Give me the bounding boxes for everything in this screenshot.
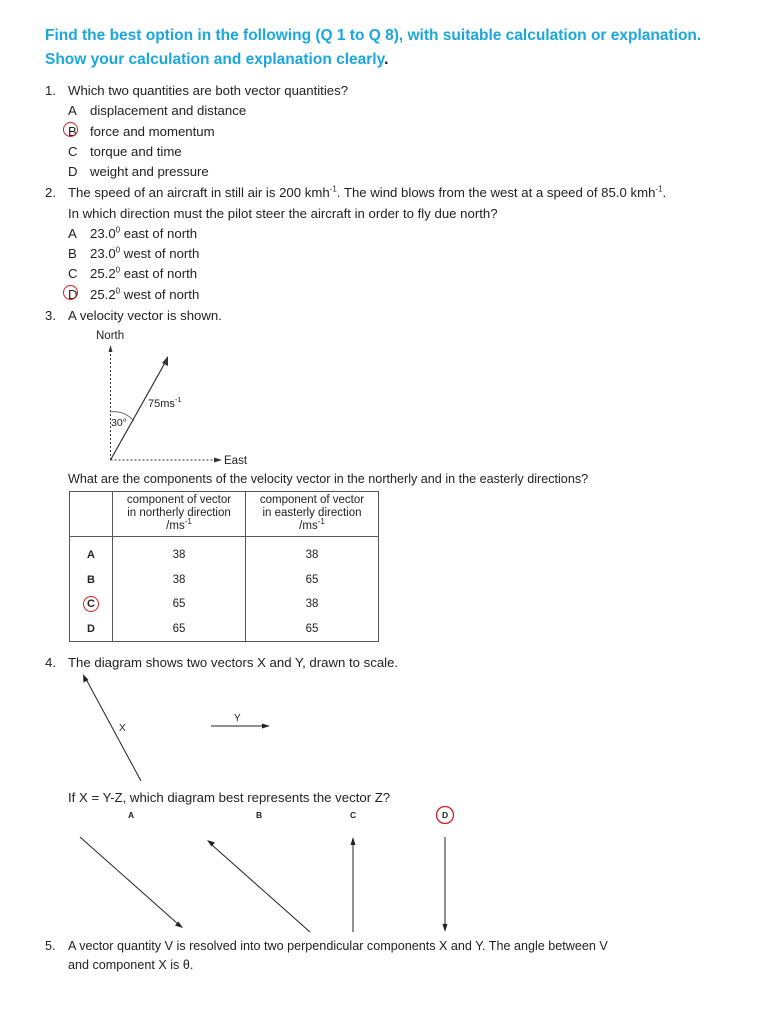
vector-y-label: Y [234,713,241,724]
q3-text: A velocity vector is shown. [68,308,222,323]
table-corner [70,492,113,537]
q3-number: 3. [45,308,56,323]
q2-option-d: D 25.2$^0$ west of north [68,286,199,303]
table-row: B 38 65 [70,568,379,593]
magnitude-label: $75ms^{-1}$ [148,395,182,410]
q1-number: 1. [45,83,56,98]
north-label: North [96,330,125,342]
heading-period: . [384,51,389,68]
angle-label: 30° [111,417,127,429]
q4-question: If X = Y-Z, which diagram best represents the vector Z? [68,790,391,805]
q1-option-b: B force and momentum [68,123,215,140]
q1-option-c: C torque and time [68,144,182,159]
q1-option-d: D weight and pressure [68,164,209,179]
q2-text-line1: The speed of an aircraft in still air is 200 kmh$^{-1}$. The wind blows from the west at a speed of 85.0 kmh$^{-1}$. [68,184,667,200]
option-b-label: B [256,810,263,820]
velocity-vector [111,361,167,460]
q4-number: 4. [45,655,56,670]
vector-y-arrow-icon [262,724,270,729]
answer-circle-icon [83,596,99,612]
velocity-arrow-icon [162,356,168,366]
q3-question: What are the components of the velocity vector in the northerly and in the easterly directions? [68,472,589,486]
q5-number: 5. [45,939,56,953]
q2-number: 2. [45,185,56,200]
north-arrow-icon [109,345,113,352]
q2-option-c: C 25.2$^0$ east of north [68,265,198,281]
option-b-vector [212,845,310,932]
option-d-label: D [442,810,449,820]
q2-text-line2: In which direction must the pilot steer the aircraft in order to fly due north? [68,206,498,221]
q1-option-a: A displacement and distance [68,103,247,118]
q2-option-b: B 23.0$^0$ west of north [68,245,200,261]
option-c-arrow-icon [351,837,356,845]
velocity-vector-diagram [0,0,768,480]
options-diagram [0,800,768,940]
q5-text-line1: A vector quantity V is resolved into two perpendicular components X and Y. The angle between V [68,939,608,953]
header-easterly: component of vector in easterly direction $/ms^{-1}$ [246,492,379,537]
q3-options-table [69,491,379,642]
option-a-vector [80,837,178,924]
q5-text-line2: and component X is θ. [68,958,194,972]
table-row: C 65 38 [70,592,379,617]
table-row: A 38 38 [70,537,379,568]
vector-x-label: X [119,723,126,734]
option-c-label: C [350,810,357,820]
option-d-arrow-icon [443,924,448,932]
vector-x [86,679,141,781]
east-arrow-icon [214,458,222,463]
east-label: East [224,455,248,467]
header-northerly: component of vector in northerly direction $/ms^{-1}$ [113,492,246,537]
q2-option-a: A 23.0$^0$ east of north [68,225,198,241]
table-row: D 65 65 [70,617,379,642]
q4-text: The diagram shows two vectors X and Y, drawn to scale. [68,655,399,670]
heading-text: Find the best option in the following (Q 1 to Q 8), with suitable calculation or explanation. Show your calculation and explanation clearly [45,27,702,68]
option-a-label: A [128,810,135,820]
option-b-arrow-icon [207,840,215,847]
q1-text: Which two quantities are both vector quantities? [68,83,349,98]
